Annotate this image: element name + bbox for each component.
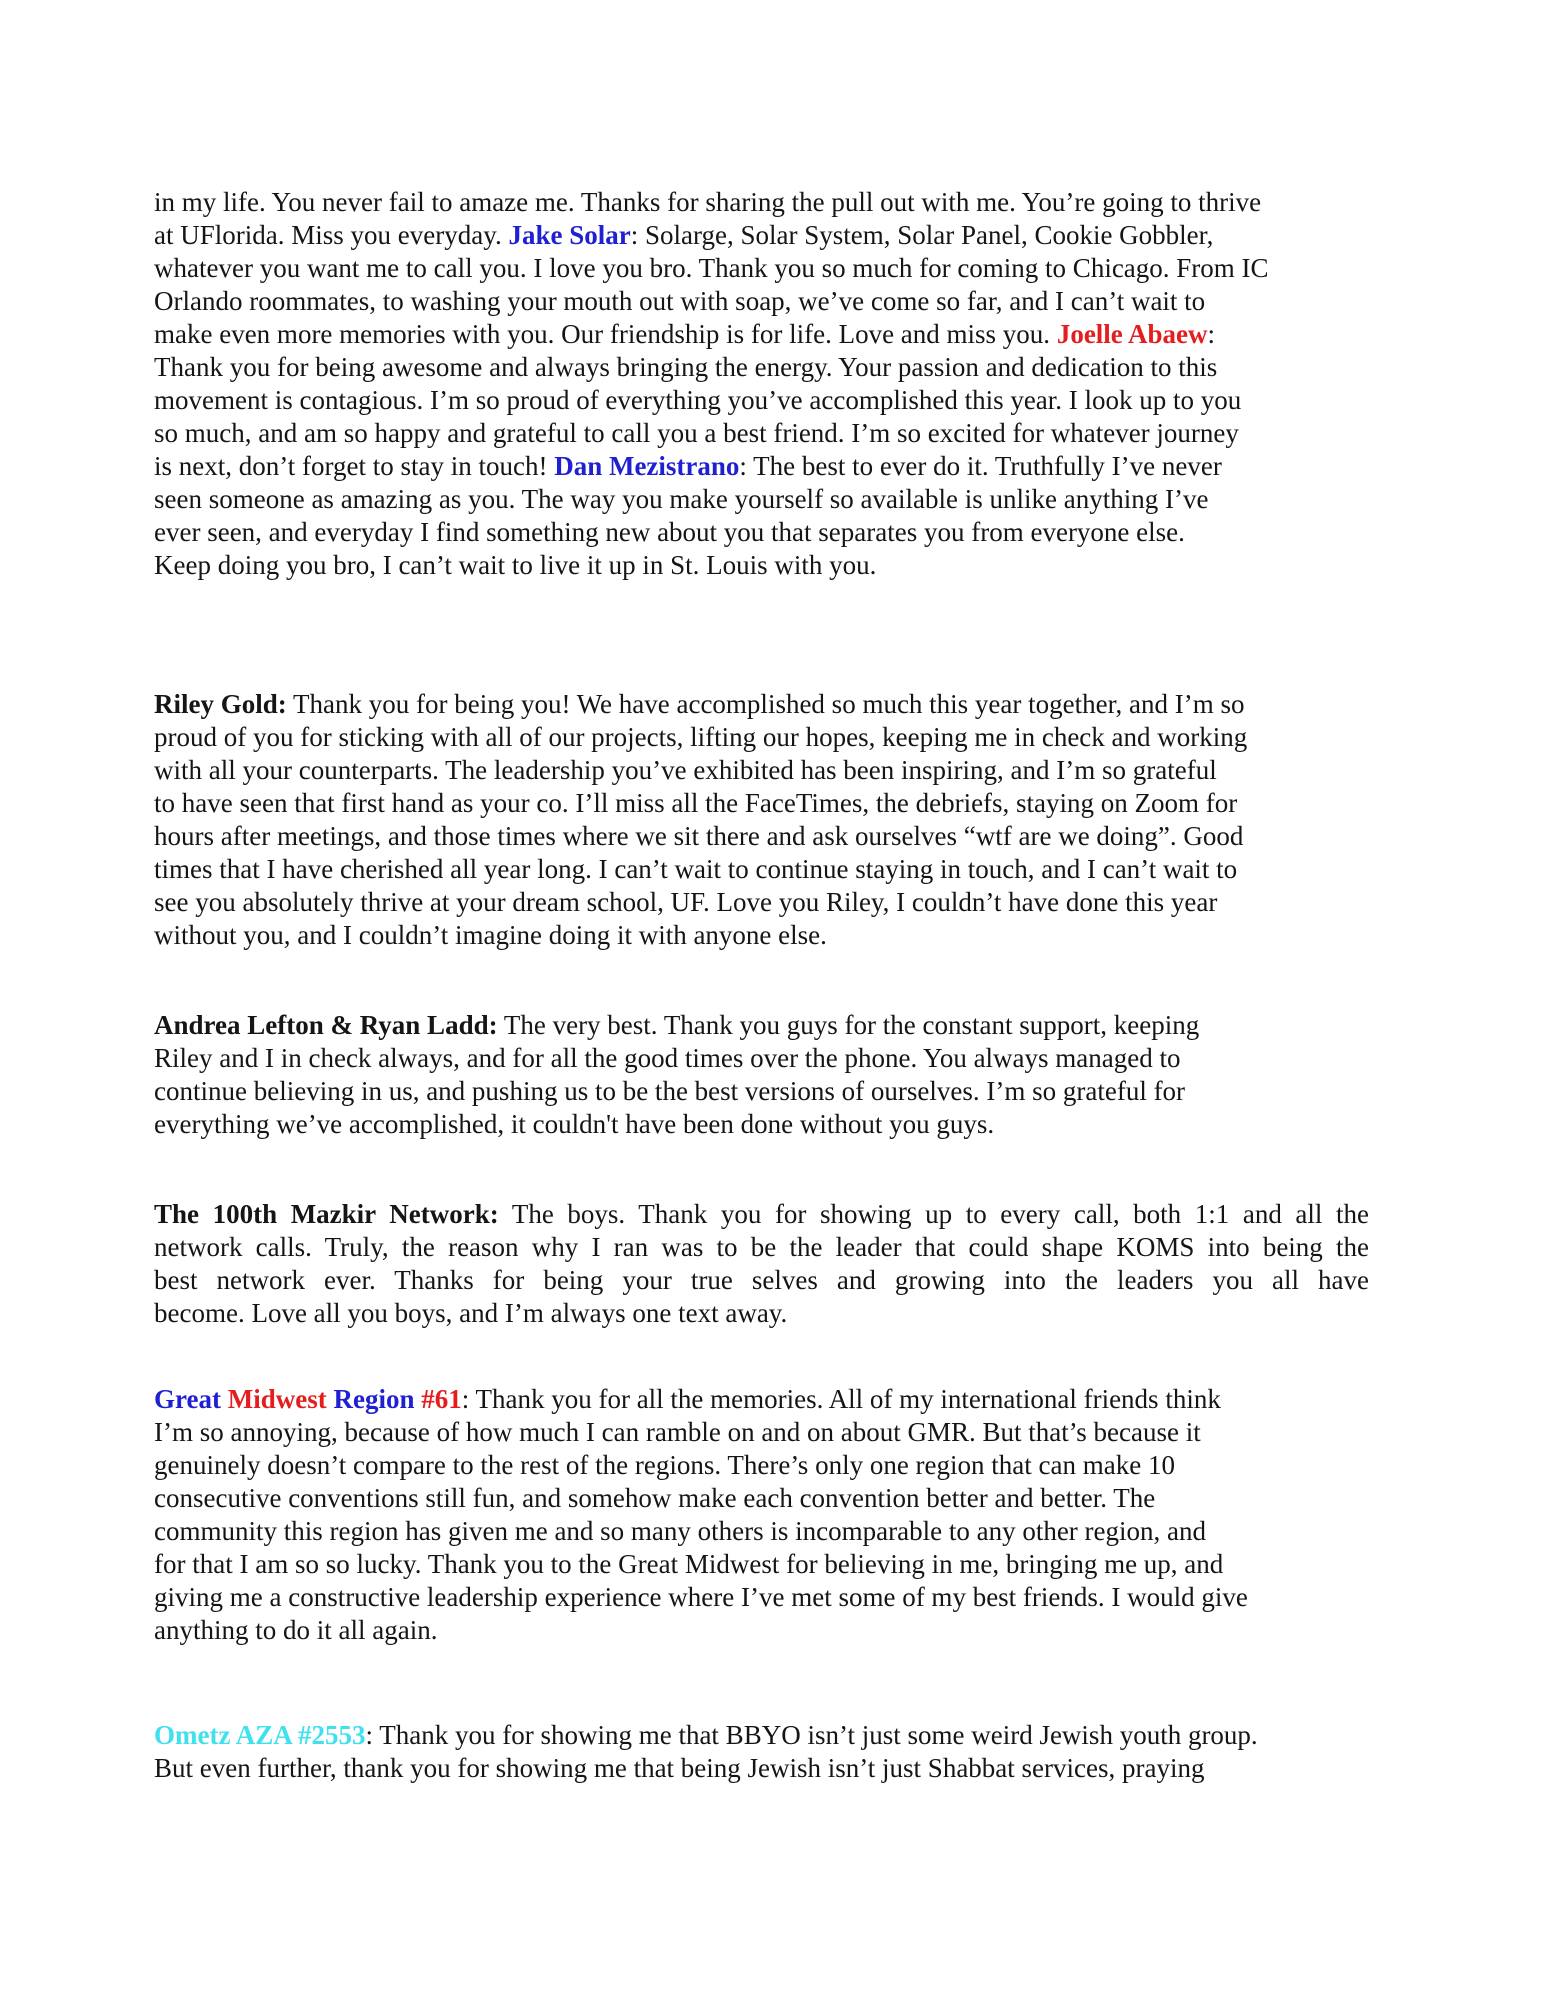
text-run: : [1207, 319, 1216, 349]
text-run: so much, and am so happy and grateful to call you a best friend. I’m so excited for whatever journey [154, 418, 1239, 448]
text-line [154, 351, 1369, 384]
text-run: continue believing in us, and pushing us to be the best versions of ourselves. I’m so grateful for [154, 1076, 1186, 1106]
text-line [154, 1108, 1369, 1141]
paragraph-andrea-ryan [154, 1009, 1369, 1141]
text-line [154, 688, 1369, 721]
paragraph-mazkir-network [154, 1198, 1369, 1330]
text-run: times that I have cherished all year long. I can’t wait to continue staying in touch, and I can’t wait to [154, 854, 1238, 884]
text-line [154, 1719, 1369, 1752]
region-name-number: #61 [421, 1384, 462, 1414]
text-line [154, 1264, 1369, 1297]
region-name-great: Great [154, 1384, 228, 1414]
text-line [154, 754, 1369, 787]
chapter-name-ometz-aza: Ometz AZA #2553 [154, 1720, 366, 1750]
text-line [154, 186, 1369, 219]
region-name-region: Region [333, 1384, 422, 1414]
person-name-joelle-abaew: Joelle Abaew [1056, 319, 1208, 349]
text-run: Keep doing you bro, I can’t wait to live it up in St. Louis with you. [154, 550, 877, 580]
text-run: I’m so annoying, because of how much I can ramble on and on about GMR. But that’s because it [154, 1417, 1201, 1447]
text-run: ever seen, and everyday I find something new about you that separates you from everyone else. [154, 517, 1185, 547]
text-run: proud of you for sticking with all of our projects, lifting our hopes, keeping me in check and working [154, 722, 1248, 752]
text-line [154, 549, 1369, 582]
person-name-riley-gold: Riley Gold: [154, 689, 287, 719]
text-line [154, 219, 1369, 252]
group-name-mazkir-network: The 100th Mazkir Network: [154, 1199, 499, 1229]
text-line [154, 1482, 1369, 1515]
text-run: : Solarge, Solar System, Solar Panel, Cookie Gobbler, [630, 220, 1214, 250]
text-line [154, 1614, 1369, 1647]
text-line [154, 417, 1369, 450]
text-line [154, 1009, 1369, 1042]
text-line [154, 787, 1369, 820]
text-run: community this region has given me and so many others is incomparable to any other region, and [154, 1516, 1207, 1546]
text-line [154, 1231, 1369, 1264]
text-line [154, 252, 1369, 285]
text-run: make even more memories with you. Our friendship is for life. Love and miss you. [154, 319, 1057, 349]
text-line [154, 721, 1369, 754]
text-line [154, 1548, 1369, 1581]
text-run: Orlando roommates, to washing your mouth out with soap, we’ve come so far, and I can’t wait to [154, 286, 1206, 316]
text-run: : The best to ever do it. Truthfully I’ve never [739, 451, 1222, 481]
text-line [154, 820, 1369, 853]
text-line [154, 886, 1369, 919]
text-run: network calls. Truly, the reason why I ran was to be the leader that could shape KOMS into being the [154, 1232, 1369, 1262]
text-run: see you absolutely thrive at your dream school, UF. Love you Riley, I couldn’t have done this year [154, 887, 1218, 917]
person-name-jake-solar: Jake Solar [508, 220, 631, 250]
region-name-midwest: Midwest [227, 1384, 334, 1414]
text-line [154, 318, 1369, 351]
text-run: hours after meetings, and those times where we sit there and ask ourselves “wtf are we doing”. Good [154, 821, 1244, 851]
text-run: consecutive conventions still fun, and somehow make each convention better and better. The [154, 1483, 1156, 1513]
text-run: anything to do it all again. [154, 1615, 438, 1645]
text-run: seen someone as amazing as you. The way you make yourself so available is unlike anything I’ve [154, 484, 1209, 514]
text-run: become. Love all you boys, and I’m always one text away. [154, 1298, 788, 1328]
text-run: for that I am so so lucky. Thank you to the Great Midwest for believing in me, bringing me up, and [154, 1549, 1224, 1579]
person-name-dan-mezistrano: Dan Mezistrano [554, 451, 740, 481]
text-line [154, 1515, 1369, 1548]
text-run: : Thank you for showing me that BBYO isn’t just some weird Jewish youth group. [365, 1720, 1258, 1750]
text-run: in my life. You never fail to amaze me. Thanks for sharing the pull out with me. You’re going to thrive [154, 187, 1262, 217]
paragraph-great-midwest [154, 1383, 1369, 1647]
text-run: to have seen that first hand as your co. I’ll miss all the FaceTimes, the debriefs, staying on Zoom for [154, 788, 1238, 818]
text-run: But even further, thank you for showing me that being Jewish isn’t just Shabbat services, praying [154, 1753, 1205, 1783]
text-run: Thank you for being awesome and always bringing the energy. Your passion and dedication to this [154, 352, 1218, 382]
text-run: giving me a constructive leadership experience where I’ve met some of my best friends. I would give [154, 1582, 1248, 1612]
text-line [154, 1198, 1369, 1231]
text-run: best network ever. Thanks for being your true selves and growing into the leaders you all have [154, 1265, 1369, 1295]
text-run: Thank you for being you! We have accomplished so much this year together, and I’m so [286, 689, 1245, 719]
text-run: whatever you want me to call you. I love you bro. Thank you so much for coming to Chicago. From IC [154, 253, 1269, 283]
text-line [154, 1075, 1369, 1108]
text-run: without you, and I couldn’t imagine doing it with anyone else. [154, 920, 827, 950]
text-run: at UFlorida. Miss you everyday. [154, 220, 509, 250]
text-run: Riley and I in check always, and for all the good times over the phone. You always managed to [154, 1043, 1181, 1073]
text-line [154, 1416, 1369, 1449]
paragraph-riley-gold [154, 688, 1369, 952]
paragraph-ometz-aza [154, 1719, 1369, 1785]
text-run: The very best. Thank you guys for the constant support, keeping [497, 1010, 1200, 1040]
person-name-andrea-lefton-ryan-ladd: Andrea Lefton & Ryan Ladd: [154, 1010, 498, 1040]
text-line [154, 1297, 1369, 1330]
text-line [154, 483, 1369, 516]
text-line [154, 919, 1369, 952]
text-line [154, 1449, 1369, 1482]
text-line [154, 1752, 1369, 1785]
text-run: everything we’ve accomplished, it couldn't have been done without you guys. [154, 1109, 995, 1139]
text-line [154, 853, 1369, 886]
text-line [154, 450, 1369, 483]
text-run: The boys. Thank you for showing up to every call, both 1:1 and all the [498, 1199, 1369, 1229]
text-run: movement is contagious. I’m so proud of everything you’ve accomplished this year. I look up to you [154, 385, 1242, 415]
text-line [154, 516, 1369, 549]
text-run: with all your counterparts. The leadership you’ve exhibited has been inspiring, and I’m so grateful [154, 755, 1217, 785]
text-line [154, 1581, 1369, 1614]
text-run: genuinely doesn’t compare to the rest of the regions. There’s only one region that can make 10 [154, 1450, 1175, 1480]
text-line [154, 285, 1369, 318]
text-line [154, 1042, 1369, 1075]
text-line [154, 384, 1369, 417]
text-run: is next, don’t forget to stay in touch! [154, 451, 555, 481]
text-run: : Thank you for all the memories. All of my international friends think [461, 1384, 1221, 1414]
paragraph-jake-joelle-dan [154, 186, 1369, 582]
text-line [154, 1383, 1369, 1416]
